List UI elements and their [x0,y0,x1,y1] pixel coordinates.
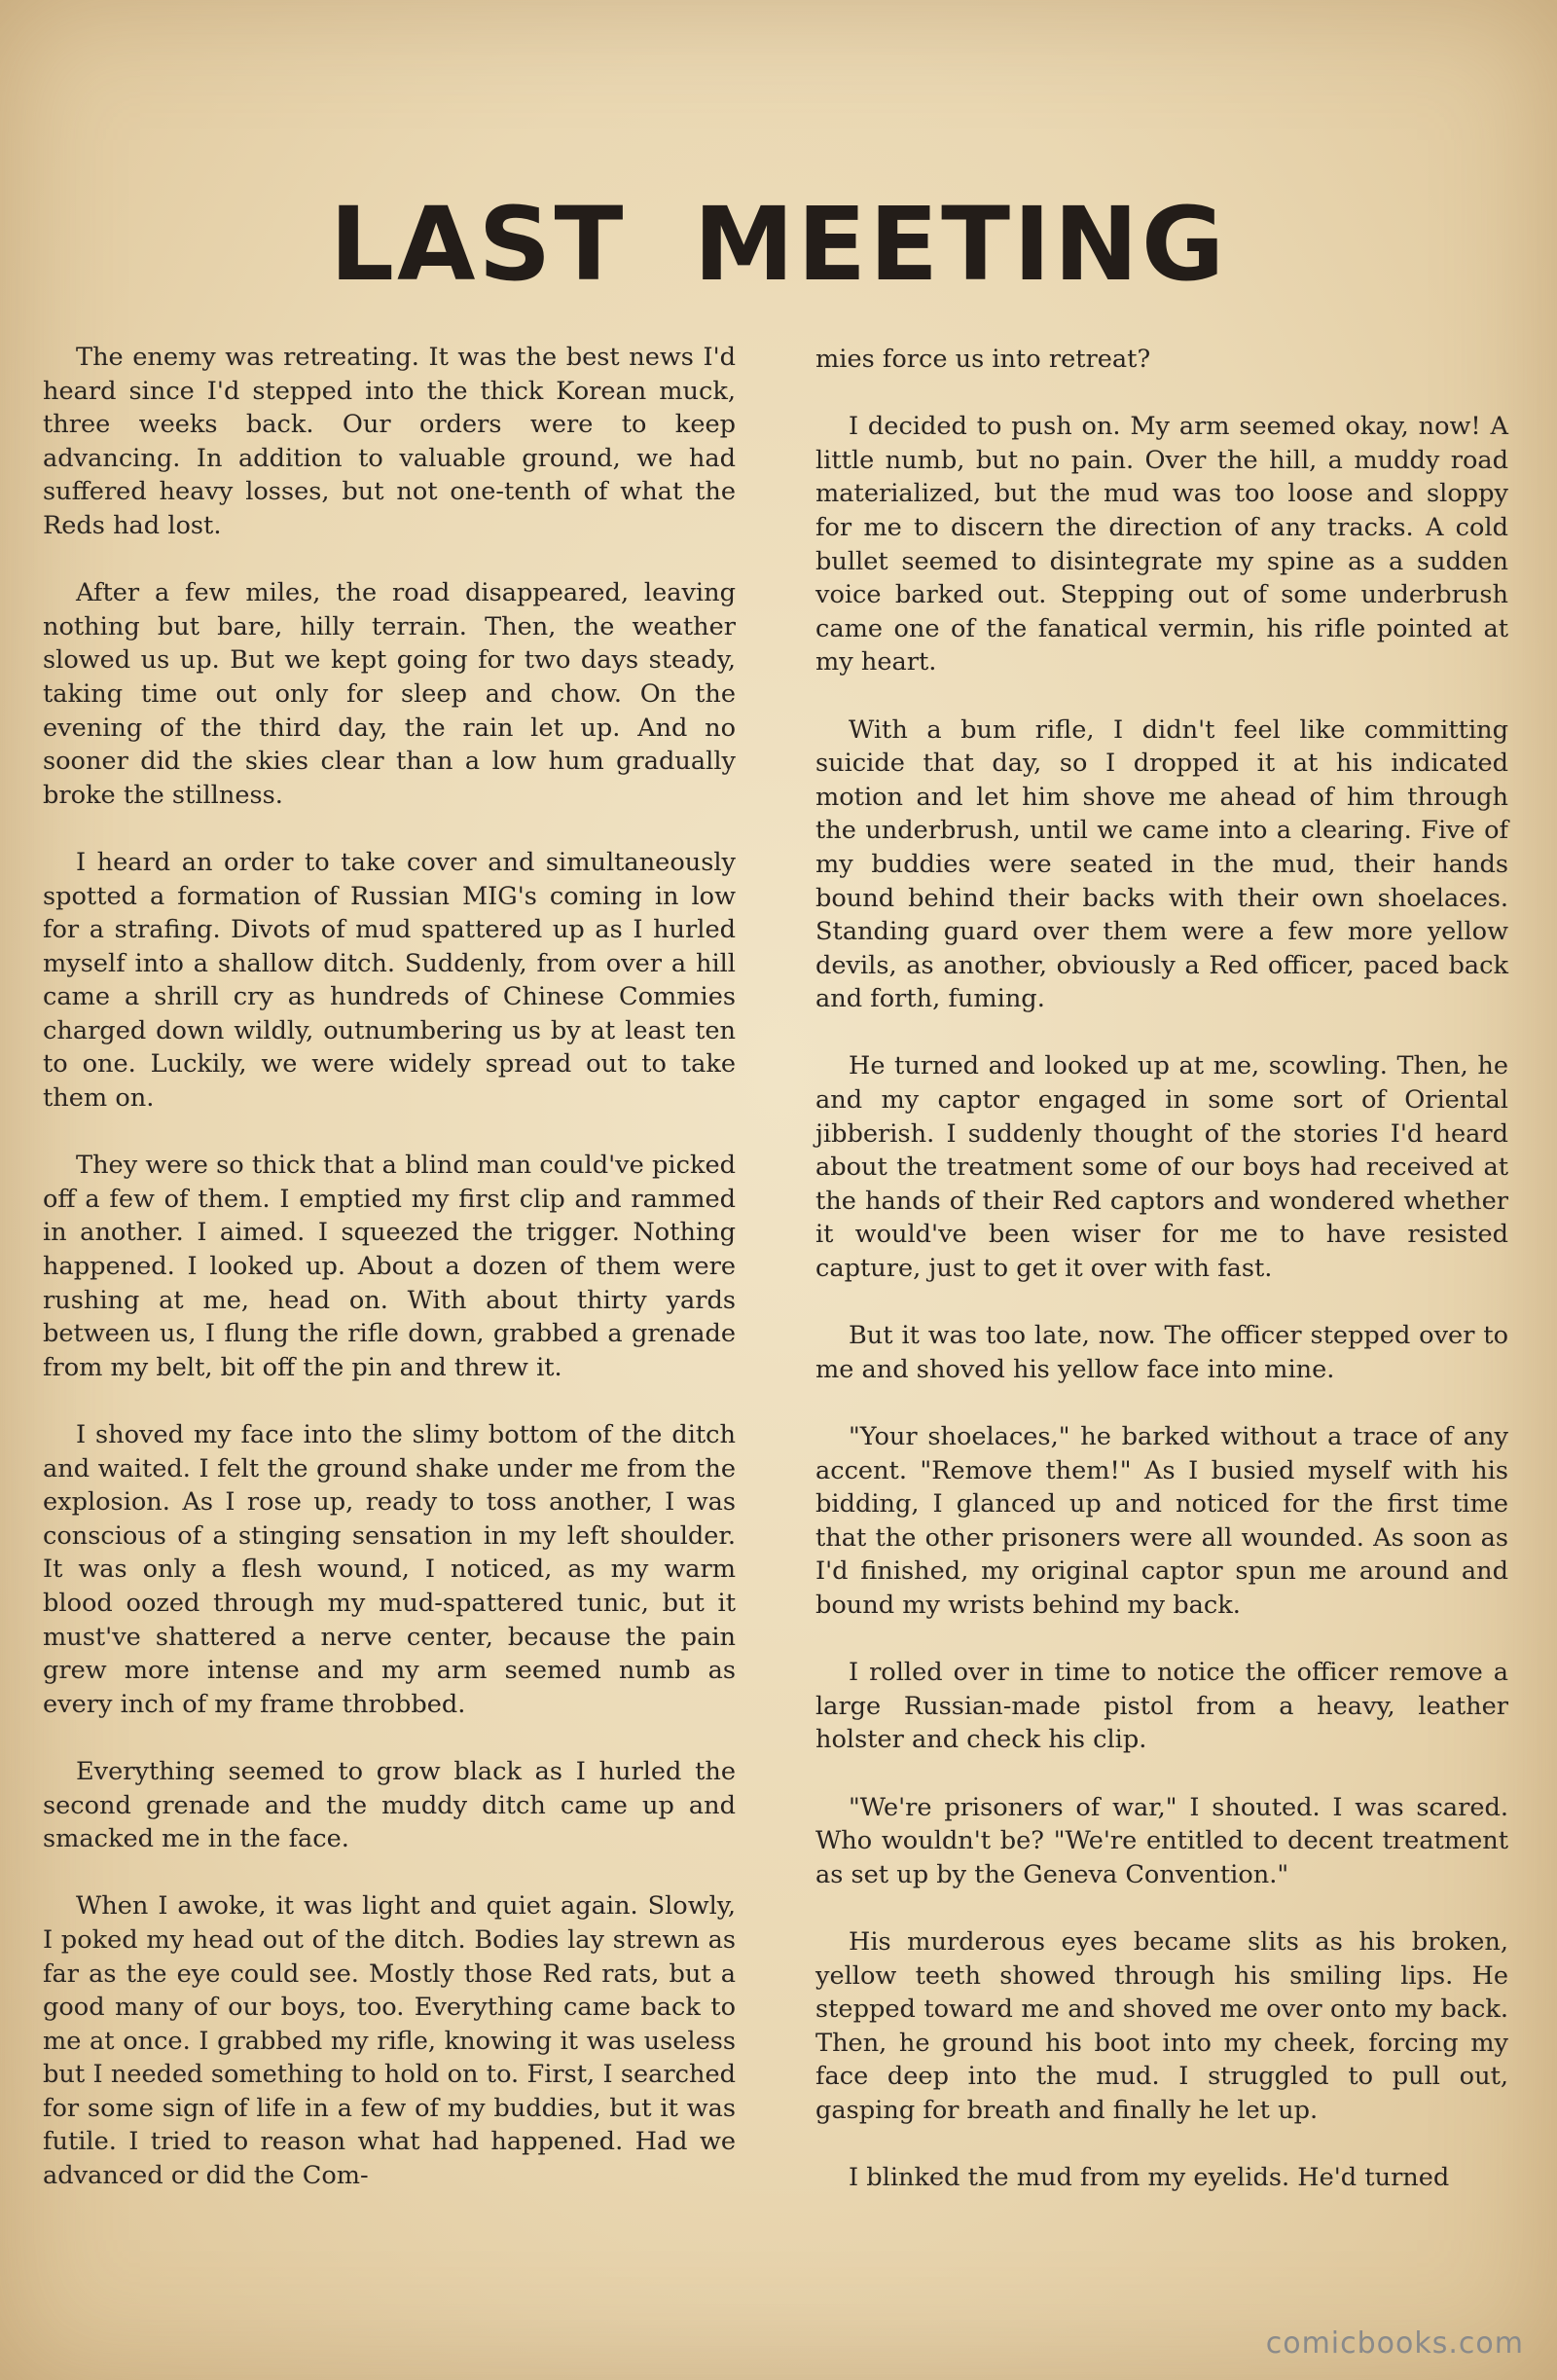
paragraph: I rolled over in time to notice the officer remove a large Russian-made pistol from a heavy, leather holster and check his clip. [815,1658,1508,1755]
paragraph: After a few miles, the road disappeared, leaving nothing but bare, hilly terrain. Then, the weather slowed us up. But we kept going for two days steady, taking time out only for sleep and chow. On the evening of the third day, the rain let up. And no sooner did the skies clear than a low hum gradually broke the stillness. [43,578,736,810]
paragraph: Everything seemed to grow black as I hurled the second grenade and the muddy ditch came up and smacked me in the face. [43,1756,736,1854]
paragraph: I shoved my face into the slimy bottom of the ditch and waited. I felt the ground shake under me from the explosion. As I rose up, ready to toss another, I was conscious of a stinging sensation in my left shoulder. It was only a flesh wound, I noticed, as my warm blood oozed through my mud-spattered tunic, but it must've shattered a nerve center, because the pain grew more intense and my arm seemed numb as every inch of my frame throbbed. [43,1420,736,1719]
paragraph: When I awoke, it was light and quiet again. Slowly, I poked my head out of the ditch. Bodies lay strewn as far as the eye could see. Mostly those Red rats, but a good many of our boys, too. Everything came back to me at once. I grabbed my rifle, knowing it was useless but I needed something to hold on to. First, I searched for some sign of life in a few of my buddies, but it was futile. I tried to reason what had happened. Had we advanced or did the Com- [43,1891,736,2191]
paragraph: But it was too late, now. The officer stepped over to me and shoved his yellow face into mine. [815,1321,1508,1384]
left-column [43,341,736,2226]
paragraph: They were so thick that a blind man could've picked off a few of them. I emptied my first clip and rammed in another. I aimed. I squeezed the trigger. Nothing happened. I looked up. About a dozen of them were rushing at me, head on. With about thirty yards between us, I flung the rifle down, grabbed a grenade from my belt, bit off the pin and threw it. [43,1151,736,1382]
paragraph: I blinked the mud from my eyelids. He'd turned [849,2163,1450,2193]
paragraph: "We're prisoners of war," I shouted. I was scared. Who wouldn't be? "We're entitled to decent treatment as set up by the Geneva Convention." [815,1792,1508,1889]
paragraph: I decided to push on. My arm seemed okay, now! A little numb, but no pain. Over the hill, a muddy road materialized, but the mud was too loose and sloppy for me to discern the direction of any tracks. A cold bullet seemed to disintegrate my spine as a sudden voice barked out. Stepping out of some underbrush came one of the fanatical vermin, his rifle pointed at my heart. [815,412,1508,677]
paragraph: His murderous eyes became slits as his broken, yellow teeth showed through his smiling lips. He stepped toward me and shoved me over onto my back. Then, he ground his boot into my cheek, forcing my face deep into the mud. I struggled to pull out, gasping for breath and finally he let up. [815,1926,1508,2125]
paragraph: "Your shoelaces," he barked without a trace of any accent. "Remove them!" As I busied myself with his bidding, I glanced up and noticed for the first time that the other prisoners were all wounded. As soon as I'd finished, my original captor spun me around and bound my wrists behind my back. [815,1422,1508,1620]
paragraph: I heard an order to take cover and simultaneously spotted a formation of Russian MIG's coming in low for a strafing. Divots of mud spattered up as I hurled myself into a shallow ditch. Suddenly, from over a hill came a shrill cry as hundreds of Chinese Commies charged down wildly, outnumbering us by at least ten to one. Luckily, we were widely spread out to take them on. [43,847,736,1114]
paragraph: The enemy was retreating. It was the best news I'd heard since I'd stepped into the thick Korean muck, three weeks back. Our orders were to keep advancing. In addition to valuable ground, we had suffered heavy losses, but not one-tenth of what the Reds had lost. [43,343,736,540]
story-title: LAST MEETING [329,185,1228,304]
paragraph: He turned and looked up at me, scowling. Then, he and my captor engaged in some sort of Oriental jibberish. I suddenly thought of the stories I'd heard about the treatment some of our boys had received at the hands of their Red captors and wondered whether it would've been wiser for me to have resisted capture, just to get it over with fast. [815,1051,1508,1284]
right-column [815,343,1508,2228]
site-watermark: comicbooks.com [1265,2326,1524,2361]
paragraph-continuation: mies force us into retreat? [815,345,1151,374]
paragraph: With a bum rifle, I didn't feel like committing suicide that day, so I dropped it at his indicated motion and let him shove me ahead of him through the underbrush, until we came into a clearing. Five of my buddies were seated in the mud, their hands bound behind their backs with their own shoelaces. Standing guard over them were a few more yellow devils, as another, obviously a Red officer, paced back and forth, fuming. [815,714,1508,1014]
